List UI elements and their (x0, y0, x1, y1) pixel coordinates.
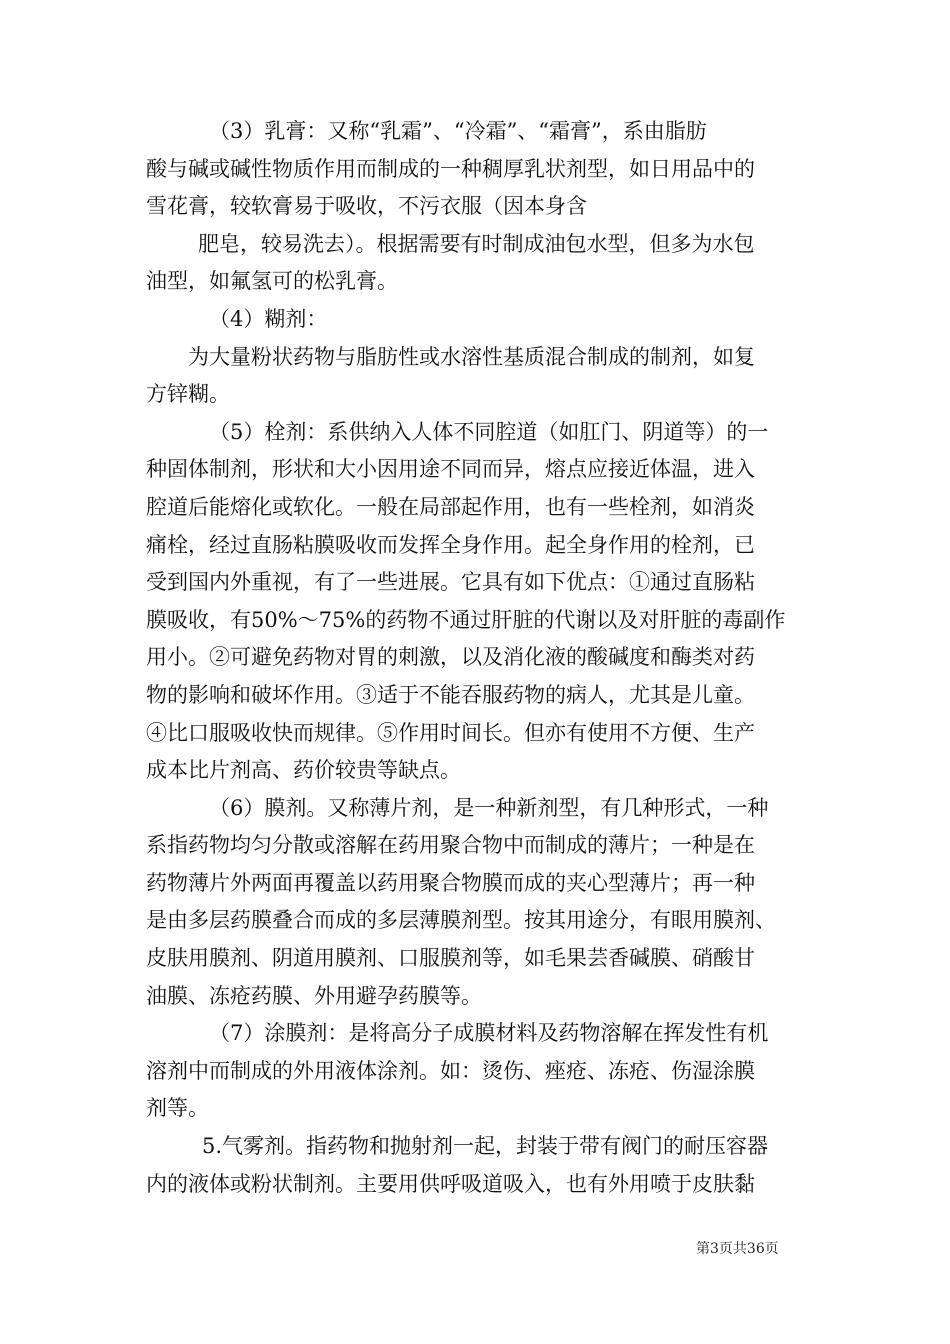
text-line: 皮肤用膜剂、阴道用膜剂、口服膜剂等，如毛果芸香碱膜、硝酸甘 (146, 946, 755, 971)
text-line: 溶剂中而制成的外用液体涂剂。如：烫伤、痤疮、冻疮、伤湿涂膜 (146, 1058, 755, 1083)
text-line: 酸与碱或碱性物质作用而制成的一种稠厚乳状剂型，如日用品中的 (146, 156, 755, 181)
text-line: 用小。②可避免药物对胃的刺激，以及消化液的酸碱度和酶类对药 (146, 645, 755, 670)
text-line: 是由多层药膜叠合而成的多层薄膜剂型。按其用途分，有眼用膜剂、 (146, 908, 776, 933)
text-line: 种固体制剂，形状和大小因用途不同而异，熔点应接近体温，进入 (146, 457, 755, 482)
text-line: 油型，如氟氢可的松乳膏。 (146, 269, 398, 294)
text-line: 药物薄片外两面再覆盖以药用聚合物膜而成的夹心型薄片；再一种 (146, 870, 755, 895)
text-line: （5）栓剂：系供纳入人体不同腔道（如肛门、阴道等）的一 (209, 419, 769, 444)
text-line: 方锌糊。 (146, 382, 230, 407)
text-line: 雪花膏，较软膏易于吸收，不污衣服（因本身含 (146, 194, 587, 219)
page-number: 第3页共36页 (696, 1241, 779, 1257)
body-text (146, 113, 816, 1203)
text-line: （7）涂膜剂：是将高分子成膜材料及药物溶解在挥发性有机 (209, 1021, 769, 1046)
text-line: （4）糊剂： (209, 306, 328, 331)
text-line: 5.气雾剂。指药物和抛射剂一起，封装于带有阀门的耐压容器 (202, 1134, 769, 1159)
text-line: 剂等。 (146, 1096, 209, 1121)
text-line: 肥皂，较易洗去）。根据需要有时制成油包水型，但多为水包 (198, 231, 755, 256)
text-line: 内的液体或粉状制剂。主要用供呼吸道吸入，也有外用喷于皮肤黏 (146, 1171, 755, 1196)
text-line: 为大量粉状药物与脂肪性或水溶性基质混合制成的制剂，如复 (188, 344, 755, 369)
text-line: 痛栓，经过直肠粘膜吸收而发挥全身作用。起全身作用的栓剂，已 (146, 532, 755, 557)
text-line: 膜吸收，有50%～75%的药物不通过肝脏的代谢以及对肝脏的毒副作 (146, 607, 786, 632)
text-line: （3）乳膏：又称“乳霜”、“冷霜”、“霜膏”，系由脂肪 (209, 119, 707, 143)
text-line: 受到国内外重视，有了一些进展。它具有如下优点：①通过直肠粘 (146, 570, 755, 595)
text-line: ④比口服吸收快而规律。⑤作用时间长。但亦有使用不方便、生产 (146, 720, 755, 745)
text-line: 系指药物均匀分散或溶解在药用聚合物中而制成的薄片；一种是在 (146, 833, 755, 858)
text-line: 腔道后能熔化或软化。一般在局部起作用，也有一些栓剂，如消炎 (146, 494, 755, 519)
text-line: 油膜、冻疮药膜、外用避孕药膜等。 (146, 983, 482, 1008)
text-line: 成本比片剂高、药价较贵等缺点。 (146, 758, 461, 783)
text-line: （6）膜剂。又称薄片剂，是一种新剂型，有几种形式，一种 (209, 795, 769, 820)
text-line: 物的影响和破坏作用。③适于不能吞服药物的病人，尤其是儿童。 (146, 682, 755, 707)
